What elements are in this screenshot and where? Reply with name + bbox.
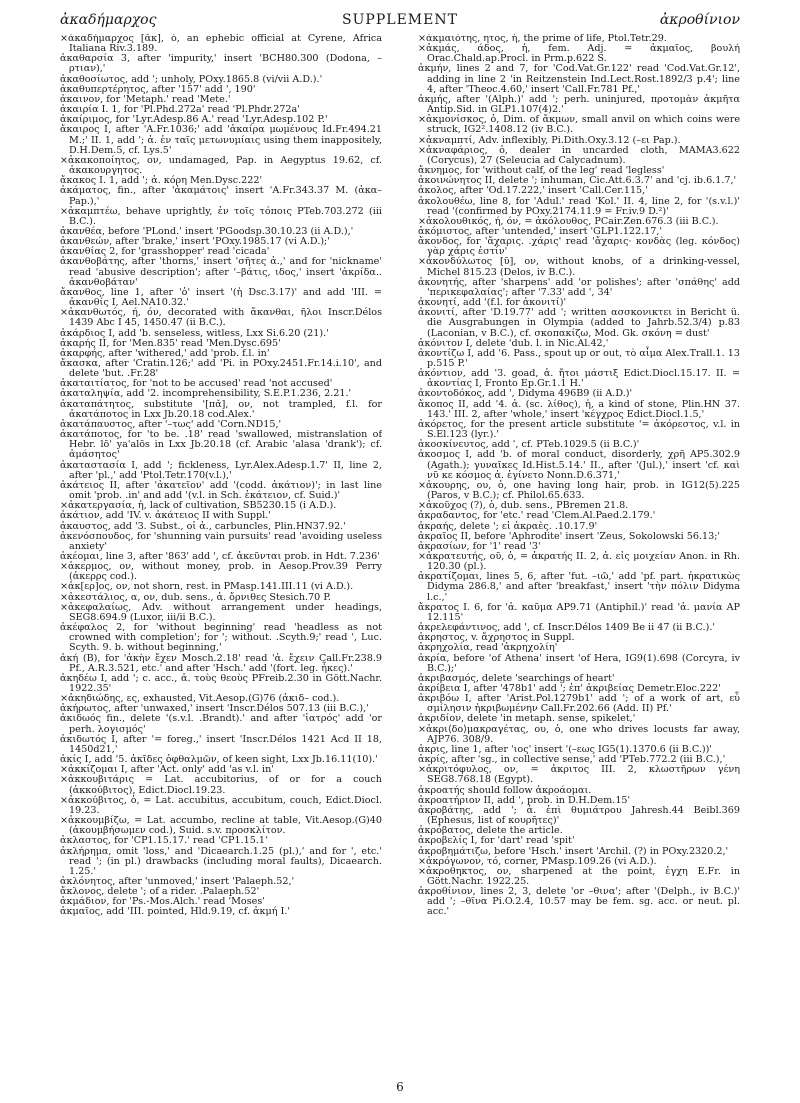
dictionary-entry: ἀκμαῖος, add 'III. pointed, Hld.9.19, cf. ἀκμή I.'	[60, 906, 291, 918]
dictionary-entry: ἀκαρής II, for 'Men.835' read 'Men.Dysc.695'	[60, 337, 281, 349]
dictionary-entry: ×ἀκκουμβίζω, = Lat. accumbo, recline at table, Vit.Aesop.(G)40 (ἀκουμβήσωμεν cod.), Suid. s.v. προσκλίτον.	[60, 815, 382, 837]
dictionary-entry: ἀκαθυπερτέρητος, after '157' add ', 190'	[60, 83, 256, 95]
header-right-word: ἀκροθίνιον	[659, 12, 740, 28]
dictionary-entry: ×ἀκκουβιτάρις = Lat. accubitorius, of or for a couch (ἀκκούβιτος), Edict.Diocl.19.23.	[60, 774, 382, 796]
dictionary-entry: ἀκριβασμός, delete 'searchings of heart'	[418, 672, 615, 684]
dictionary-entry: ×ἀκολουθικός, ή, όν, = ἀκόλουθος, PCair.Zen.676.3 (iii B.C.).	[418, 215, 719, 227]
dictionary-entry: ἀκιδωός fin., delete '(s.v.l. .Brandt).' and after 'ἰατρός' add 'or perh. λογισμός'	[60, 713, 382, 735]
dictionary-entry: ἀκαταιτίατος, for 'not to be accused' read 'not accused'	[60, 378, 333, 390]
dictionary-entry: ἀκή (B), for 'ἀκὴν ἔχεν Mosch.2.18' read 'ἀ. ἔχειν Call.Fr.238.9 Pf., A.R.3.521, etc.' and after 'Hsch.' add '(fort. leg. ἧκες).'	[60, 652, 382, 674]
dictionary-entry: ἀκραής, delete '; εἰ ἀκραὲς. .10.17.9'	[418, 520, 598, 532]
dictionary-entry: ἄκαιρος I, after 'A.Fr.1036;' add 'ἀκαίρα μωμένους Id.Fr.494.21 M.;' II. 1, add '; ἀ. ἐν ταῖς μετωνυμίαις using them inappositely, D.H.Dem.5, cf. Lys.5'	[60, 124, 382, 156]
dictionary-entry: ἀκάτιον, add 'IV. v. ἀκάτειος II with Suppl.'	[60, 510, 271, 522]
dictionary-columns	[60, 34, 740, 1074]
dictionary-entry: ἀκροατήριον II, add ', prob. in D.H.Dem.15'	[418, 794, 631, 806]
dictionary-entry: ×ἀκεστάλιος, α, ον, dub. sens., ἀ. ὄρνιθες Stesich.70 P.	[60, 591, 331, 603]
dictionary-entry: ἀκρίς, after 'sg., in collective sense,' add 'PTeb.772.2 (iii B.C.),'	[418, 754, 726, 766]
dictionary-entry: ἀκέομαι, line 3, after '863' add ', cf. ἀκεῦνται prob. in Hdt. 7.236'	[60, 550, 380, 562]
header-title: SUPPLEMENT	[342, 12, 458, 28]
dictionary-entry: ἀκρόβατος, delete the article.	[418, 825, 563, 837]
dictionary-entry: ἀκριβόω I, after 'Arist.Pol.1279b1' add '; of a work of art, εὖ σμίλησιν ἠκριβωμένην Call.Fr.202.66 (Add. II) Pf.'	[418, 693, 740, 715]
dictionary-entry: ×ἀκανθωτός, ή, όν, decorated with ἄκανθαι, ῆλοι Inscr.Délos 1439 Abc I 45, 1450.47 (ii B.C.).	[60, 307, 382, 329]
left-column	[60, 34, 382, 1074]
dictionary-entry: ἀκρίβεια I, after '478b1' add '; ἐπ' ἀκριβείας Demetr.Eloc.222'	[418, 683, 721, 694]
dictionary-entry: ἄκακος I. 1, add '; ἀ. κόρη Men.Dysc.222'	[60, 175, 263, 187]
dictionary-entry: ἀκονητί, add '(f.l. for ἀκονιτί)'	[418, 297, 567, 309]
dictionary-entry: ἀκαιρία I. 1, for 'Pl.Phd.272a' read 'Pl.Phdr.272a'	[60, 104, 300, 116]
dictionary-entry: ἀκαθοσίωτος, add '; unholy, POxy.1865.8 (vi/vii A.D.).'	[60, 73, 323, 85]
dictionary-entry: ×ἀκρι⟨δο⟩μακραγέτας, ου, ὁ, one who drives locusts far away, AJP76. 308/9.	[418, 723, 740, 745]
header-left-word: ἀκαδήμαρχος	[60, 12, 157, 28]
dictionary-entry: ἀκμάδιον, for 'Ps.-Mos.Alch.' read 'Moses'	[60, 896, 265, 908]
dictionary-entry: ×ἀκατεργασία, ἡ, lack of cultivation, SB5230.15 (i A.D.).	[60, 500, 337, 512]
dictionary-entry: ἀκαρφής, after 'withered,' add 'prob. f.l. in'	[60, 347, 270, 359]
dictionary-entry: ἀκοινώνητος II, delete '; inhuman, Cic.Att.6.3.7' and 'cj. ib.6.1.7,'	[418, 175, 737, 187]
dictionary-entry: ἀκοντοδόκος, add ', Didyma 496B9 (ii A.D.)'	[418, 388, 633, 400]
dictionary-entry: ×ἀκαδήμαρχος [ᾰκ], ὁ, an ephebic official at Cyrene, Africa Italiana Riv.3.189.	[60, 34, 382, 55]
dictionary-entry: ἀκέφαλος 2, for 'without beginning' read 'headless as not crowned with completion'; for '; without. .Scyth.9;' read ', Luc. Scyth. 9. b. without beginning,'	[60, 622, 382, 654]
dictionary-entry: ἀκαταπάτητος, substitute '[πᾰ], ον, not trampled, f.l. for ἀκατάποτος in Lxx Jb.20.18 cod.Alex.'	[60, 398, 382, 420]
dictionary-entry: ἀκαθαρσία 3, after 'impurity,' insert 'BCH80.300 (Dodona, –ρτιαν),'	[60, 53, 382, 75]
dictionary-entry: ἀκατάπαυστος, after '–τως' add 'Corn.ND15,'	[60, 418, 282, 430]
dictionary-entry: ×ἀκκούβιτος, ὁ, = Lat. accubitus, accubitum, couch, Edict.Diocl. 19.23.	[60, 794, 382, 816]
dictionary-entry: ×ἀκροθηκτος, ον, sharpened at the point, ἐγχη E.Fr. in Gött.Nachr. 1922.25.	[418, 865, 740, 887]
dictionary-entry: ἀκοντίζω I, add '6. Pass., spout up or out, τὸ αἷμα Alex.Trall.1. 13 p.515 P.'	[418, 347, 740, 369]
dictionary-entry: ἀκήρωτος, after 'unwaxed,' insert 'Inscr.Délos 507.13 (iii B.C.),'	[60, 703, 369, 715]
dictionary-entry: ἀκρία, before 'of Athena' insert 'of Hera, IG9(1).698 (Corcyra, iv B.C.);'	[418, 652, 740, 674]
dictionary-entry: ἄκοπος II, add '4. ἀ. (sc. λίθος), ἡ, a kind of stone, Plin.HN 37. 143.' III. 2, after 'whole,' insert 'κέγχρος Edict.Diocl.1.5,'	[418, 398, 740, 420]
dictionary-entry: ἀκρις, line 1, after 'ιος' insert '(–εως IG5(1).1370.6 (ii B.C.))'	[418, 743, 713, 755]
dictionary-entry: ×ἀκμαιότης, ητος, ἡ, the prime of life, Ptol.Tetr.29.	[418, 34, 667, 44]
dictionary-entry: ἀκανθοβάτης, after 'thorns,' insert 'σῆτες ἀ.,' and for 'nickname' read 'abusive description'; after '–βάτις, ιδος,' insert 'ἀκρίδα.. ἀκανθοβάταν'	[60, 256, 382, 288]
dictionary-entry: ἀκαινον, for 'Metaph.' read 'Mete.'	[60, 93, 231, 105]
dictionary-entry: ×ἀκοῦχος (?), ὁ, dub. sens., PBremen 21.8.	[418, 500, 629, 512]
dictionary-entry: ἀκενόσπουδος, for 'shunning vain pursuits' read 'avoiding useless anxiety'	[60, 530, 382, 552]
dictionary-entry: ἀκόνιτον I, delete 'dub. l. in Nic.Al.42,'	[418, 337, 609, 349]
dictionary-entry: ἀκονητής, after 'sharpens' add 'or polishes'; after 'σπάθης' add 'περικεφαλαίας'; after '7.33' add ', 34'	[418, 276, 740, 298]
dictionary-entry: ἀκονιτί, after 'D.19.77' add '; written ασσκονικτει in Bericht ü. die Ausgrabungen in Olympia (added to Jahrb.52.3/4) p.83 (Laconian, v B.C.), cf. σκοπακίζω, Mod. Gk. σκόνη = dust'	[418, 307, 740, 339]
dictionary-entry: ×ἀκ[ερ]ος, ον, not shorn, rest. in PMasp.141.III.11 (vi A.D.).	[60, 581, 354, 593]
dictionary-entry: ἀκοσκίνευτος, add ', cf. PTeb.1029.5 (ii B.C.)'	[418, 439, 640, 451]
dictionary-entry: ×ἀκναμπτί, Adv. inflexibly, Pi.Dith.Oxy.3.12 (–ει Pap.).	[418, 134, 681, 146]
dictionary-entry: ἀκιδωτός I, after '= foreg.,' insert 'Inscr.Délos 1421 Acd II 18, 1450d21,'	[60, 733, 382, 755]
dictionary-entry: ἀκηδέω I, add '; c. acc., ἀ. τοὺς θεοὺς PFreib.2.30 in Gött.Nachr. 1922.35'	[60, 672, 382, 694]
dictionary-entry: ἀκρελεφάντινος, add ', cf. Inscr.Délos 1409 Be ii 47 (ii B.C.).'	[418, 622, 716, 634]
dictionary-entry: ×ἀκναφάριος, ὁ, dealer in uncarded cloth, MAMA3.622 (Corycus), 27 (Seleucia ad Calycadnum).	[418, 144, 740, 166]
dictionary-entry: ×ἀκμονίσκος, ὁ, Dim. of ἄκμων, small anvil on which coins were struck, IG2².1408.12 (iv B.C.).	[418, 114, 740, 136]
dictionary-entry: ἀκρασίων, for '1' read '3'	[418, 540, 541, 552]
dictionary-entry: ×ἀκκίζομαι I, after 'Act. only' add 'as v.l. in'	[60, 764, 274, 776]
dictionary-entry: ἀκατάποτος, for 'to be. .18' read 'swallowed, mistranslation of Hebr. lō' ya'alōs in Lxx Jb.20.18 (cf. Arabic 'alasa 'drank'); cf. ἀμάσητος'	[60, 429, 382, 461]
dictionary-entry: ×ἀκεφαλαίως, Adv. without arrangement under headings, SEG8.694.9 (Luxor, iii/ii B.C.).	[60, 601, 382, 623]
dictionary-entry: ἀκολουθέω, line 8, for 'Adul.' read 'Kol.' II. 4, line 2, for '(s.v.l.)' read '(confirmed by POxy.2174.11.9 = Fr.iv.9 D.²)'	[418, 195, 740, 217]
dictionary-entry: ἀκροβελίς I, for 'dart' read 'spit'	[418, 835, 575, 847]
dictionary-entry: ἀκραδαντος, for 'etc.' read 'Clem.Al.Paed.2.179.'	[418, 510, 656, 522]
dictionary-entry: ×ἀκονδύλωτος [ῡ], ον, without knobs, of a drinking-vessel, Michel 815.23 (Delos, iv B.C.).	[418, 256, 740, 278]
dictionary-entry: ἀκρατίζομαι, lines 5, 6, after 'fut. –ιῶ,' add 'pf. part. ἠκρατικὼς Didyma 286.8,' and after 'breakfast,' insert 'τὴν πόλιν Didyma l.c.,'	[418, 571, 740, 603]
dictionary-entry: ×ἀκακοποίητος, ον, undamaged, Pap. in Aegyptus 19.62, cf. ἀκακουργητος.	[60, 154, 382, 177]
dictionary-entry: ἀκοσμος I, add 'b. of moral conduct, disorderly, χρῆ AP5.302.9 (Agath.); γυναῖκες Id.Hist.5.14.' II., after '(Jul.),' insert 'cf. καὶ νῦ κε κόσμος ἀ. ἐγίνετο Nonn.D.6.371,'	[418, 449, 740, 481]
dictionary-entry: ἀκροθίνιον, lines 2, 3, delete 'or –θινα'; after '(Delph., iv B.C.)' add '; –θῖνα Pi.O.2.4, 10.57 may be fem. sg. acc. or neut. pl. acc.'	[418, 886, 740, 918]
dictionary-entry: ἀκμής, after '(Alph.)' add '; perh. uninjured, προτομὰν ἀκμῆτα Antip.Sid. in GLP1.107(4)2.'	[418, 93, 740, 116]
dictionary-entry: ×ἀκμάς, άδος, ἡ, fem. Adj. = ἀκμαῖος, βουλή Orac.Chald.ap.Procl. in Prm.p.622 S.	[418, 43, 740, 65]
dictionary-entry: ἀκόμιστος, after 'untended,' insert 'GLP1.122.17,'	[418, 225, 663, 237]
dictionary-entry: ἀκριδίον, delete 'in metaph. sense, spikelet,'	[418, 713, 636, 725]
dictionary-entry: ×ἀκρατευτής, οῦ, ὁ, = ἀκρατής II. 2, ἀ. εἰς μοιχείαν Anon. in Rh. 120.30 (pl.).	[418, 550, 740, 573]
dictionary-entry: ἀκαίριμος, for 'Lyr.Adesp.86 A.' read 'Lyr.Adesp.102 P.'	[60, 114, 328, 126]
dictionary-entry: ἀκάρδιος I, add 'b. senseless, witless, Lxx Si.6.20 (21).'	[60, 327, 329, 339]
dictionary-entry: ἀκρηχολία, read 'ἀκρηχολίη'	[418, 642, 558, 654]
dictionary-entry: ×ἀκριτόφυλος, ον, = ἀκριτος III. 2, κλωστῆρων γένη SEG8.768.18 (Egypt).	[418, 764, 740, 786]
dictionary-entry: ἀκολος, after 'Od.17.222,' insert 'Call.Cer.115,'	[418, 185, 648, 197]
dictionary-entry: ἀκλαστος, for 'CP1.15.17.' read 'CP1.15.1'	[60, 835, 268, 847]
dictionary-entry: ἀκόρετος, for the present article substitute '= ἀκόρεστος, v.l. in S.El.123 (lyr.).'	[418, 418, 740, 441]
dictionary-entry: ἄκονδος, for 'ἄχαρις. .χάρις' read 'ἄχαρις· κονδὰς (leg. κόνδος) γὰρ χάρις ἐστίν'	[418, 236, 740, 258]
dictionary-entry: ἄκνημος, for 'without calf, of the leg' read 'legless'	[418, 165, 665, 177]
running-header	[60, 10, 740, 34]
dictionary-entry: ἀκάτειος II, after 'ἀκατεῖον' add '(codd. ἀκάτιον)'; in last line omit 'prob. .in' and add '(v.l. in Sch. ἐκάτειον, cf. Suid.)'	[60, 479, 382, 502]
dictionary-entry: ἄκρατος I. 6, for 'ἀ. καῦμα AP9.71 (Antiphil.)' read 'ἀ. μανία AP 12.115'	[418, 601, 740, 623]
dictionary-entry: ×ἀκηδιώδης, ες, exhausted, Vit.Aesop.(G)76 (ἀκιδ– cod.).	[60, 693, 340, 705]
dictionary-entry: ἄκανθος, line 1, after 'ὁ' insert '(ἡ Dsc.3.17)' and add 'III. = ἀκανθίς I, Ael.NA10.32.'	[60, 286, 382, 309]
dictionary-entry: ἀκόντιον, add '3. goad, ἀ. ἤτοι μάστιξ Edict.Diocl.15.17. II. = ἀκοντίας I, Fronto Ep.Gr.1.1 H.'	[418, 368, 740, 390]
dictionary-entry: ἀκανθέα, before 'PLond.' insert 'PGoodsp.30.10.23 (ii A.D.),'	[60, 225, 354, 237]
dictionary-entry: ἀκροβημάτιζω, before 'Hsch.' insert 'Archil. (?) in POxy.2320.2,'	[418, 845, 729, 857]
dictionary-entry: ἀκραῖος II, before 'Aphrodite' insert 'Zeus, Sokolowski 56.13;'	[418, 530, 721, 542]
dictionary-entry: ἀκίς I, add '5. ἀκῖδες ὀφθαλμῶν, of keen sight, Lxx Jb.16.11(10).'	[60, 754, 378, 766]
page-number: 6	[396, 1080, 404, 1094]
dictionary-entry: ἀκρηστος, v. ἄχρηστος in Suppl.	[418, 632, 575, 644]
dictionary-entry: ἀκανθίας 2, for 'grasshopper' read 'cicada'	[60, 246, 270, 258]
dictionary-entry: ×ἀκουρης, ου, ὁ, one having long hair, prob. in IG12(5).225 (Paros, v B.C.); cf. Philol.65.633.	[418, 479, 740, 502]
dictionary-entry: ἀκαταστασία I, add '; fickleness, Lyr.Alex.Adesp.1.7' II, line 2, after 'pl.,' add 'Ptol.Tetr.170(v.l.),'	[60, 459, 382, 481]
dictionary-entry: ×ἀκερμος, ον, without money, prob. in Aesop.Prov.39 Perry (ἀκερρς cod.).	[60, 561, 382, 583]
dictionary-entry: ×ἀκαμπτέω, behave uprightly, ἐν τοῖς τόποις PTeb.703.272 (iii B.C.).	[60, 205, 382, 227]
dictionary-entry: ἄκασκα, after 'Cratin.126;' add 'Pi. in POxy.2451.Fr.14.i.10', and delete 'but. .Fr.28'	[60, 358, 382, 380]
right-column	[418, 34, 740, 1074]
dictionary-entry: ἀκροατής should follow ἀκροάομαι.	[418, 784, 592, 796]
dictionary-entry: ἀκανθεών, after 'brake,' insert 'POxy.1985.17 (vi A.D.);'	[60, 236, 330, 248]
dictionary-entry: ἀκλόνητος, after 'unmoved,' insert 'Palaeph.52,'	[60, 875, 295, 887]
dictionary-entry: ×ἀκρόγωνον, τό, corner, PMasp.109.26 (vi A.D.).	[418, 855, 657, 867]
dictionary-entry: ἀκάματος, fin., after 'ἀκαμάτοις' insert 'A.Fr.343.37 M. (ἀκα– Pap.),'	[60, 185, 382, 207]
dictionary-entry: ἀκροβάτης, add '; ἀ. ἐπὶ θυμιάτρου Jahresh.44 Beibl.369 (Ephesus, list of κουρῆτες)'	[418, 804, 740, 827]
dictionary-entry: ἀκαταληψία, add '2. incomprehensibility, S.E.P.1.236, 2.21.'	[60, 388, 352, 400]
dictionary-entry: ἄκλονος, delete '; of a rider. .Palaeph.52'	[60, 886, 260, 898]
dictionary-entry: ἀκλήρημα, omit 'loss,' and 'Dicaearch.1.25 (pl.),' and for ', etc.' read '; (in pl.) drawbacks (including moral faults), Dicaearch. 1.25.'	[60, 845, 382, 877]
dictionary-entry: ἀκμήν, lines 2 and 7, for 'Cod.Vat.Gr.122' read 'Cod.Vat.Gr.12', adding in line 2 'in Reitzenstein Ind.Lect.Rost.1892/3 p.4'; line 4, after 'Theoc.4.60,' insert 'Call.Fr.781 Pf.,'	[418, 63, 740, 95]
dictionary-entry: ἀκαυστος, add '3. Subst., οἱ ἀ., carbuncles, Plin.HN37.92.'	[60, 520, 346, 532]
